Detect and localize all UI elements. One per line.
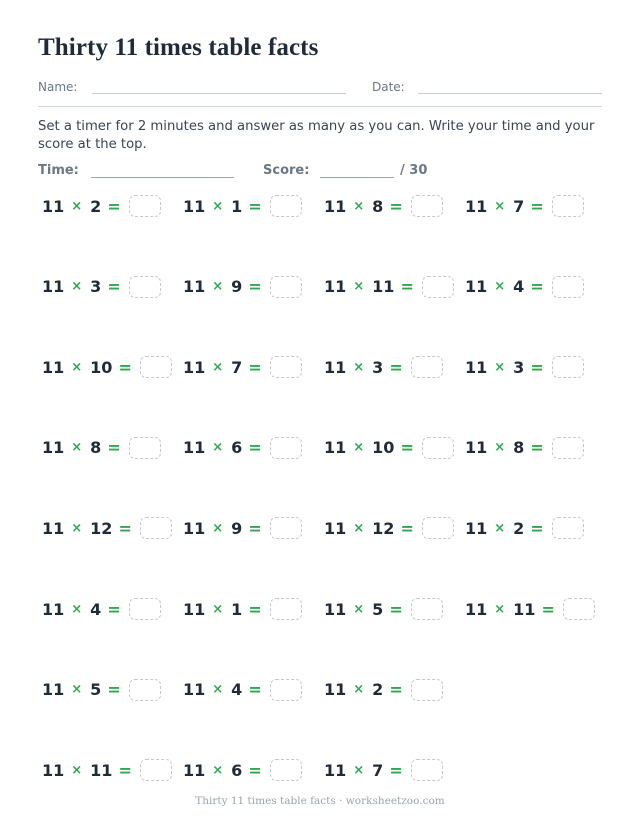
- name-label: Name:: [38, 80, 78, 94]
- answer-box[interactable]: [270, 195, 302, 217]
- problem-factor-a: 11: [183, 357, 206, 377]
- equals-sign: =: [400, 277, 414, 297]
- problem-item: [42, 275, 161, 299]
- times-sign: ×: [212, 279, 224, 295]
- equals-sign: =: [118, 760, 132, 780]
- equals-sign: =: [400, 438, 414, 458]
- answer-box[interactable]: [129, 679, 161, 701]
- answer-box[interactable]: [552, 517, 584, 539]
- problem-factor-b: 1: [231, 196, 243, 216]
- equals-sign: =: [389, 357, 403, 377]
- problem-factor-a: 11: [324, 196, 347, 216]
- equals-sign: =: [389, 196, 403, 216]
- problem-item: [465, 516, 584, 540]
- answer-box[interactable]: [140, 759, 172, 781]
- score-field-line[interactable]: [320, 177, 394, 178]
- equals-sign: =: [118, 518, 132, 538]
- equals-sign: =: [389, 599, 403, 619]
- answer-box[interactable]: [563, 598, 595, 620]
- times-sign: ×: [212, 520, 224, 536]
- answer-box[interactable]: [411, 195, 443, 217]
- equals-sign: =: [530, 357, 544, 377]
- answer-box[interactable]: [552, 356, 584, 378]
- answer-box[interactable]: [129, 598, 161, 620]
- equals-sign: =: [248, 760, 262, 780]
- problem-factor-a: 11: [324, 438, 347, 458]
- problem-item: [42, 436, 161, 460]
- times-sign: ×: [494, 198, 506, 214]
- problem-factor-a: 11: [465, 518, 488, 538]
- equals-sign: =: [107, 438, 121, 458]
- problem-factor-a: 11: [42, 196, 65, 216]
- problem-item: [42, 355, 172, 379]
- times-sign: ×: [353, 279, 365, 295]
- equals-sign: =: [248, 680, 262, 700]
- answer-box[interactable]: [422, 437, 454, 459]
- problem-factor-b: 4: [231, 680, 243, 700]
- times-sign: ×: [494, 359, 506, 375]
- problem-factor-a: 11: [324, 760, 347, 780]
- problem-factor-a: 11: [183, 680, 206, 700]
- equals-sign: =: [248, 518, 262, 538]
- equals-sign: =: [248, 438, 262, 458]
- problem-item: [183, 194, 302, 218]
- problem-factor-b: 2: [372, 680, 384, 700]
- problem-factor-a: 11: [183, 196, 206, 216]
- time-field-line[interactable]: [91, 177, 234, 178]
- problem-factor-b: 10: [372, 438, 395, 458]
- times-sign: ×: [353, 198, 365, 214]
- problem-factor-a: 11: [324, 599, 347, 619]
- time-label: Time:: [38, 163, 79, 178]
- problem-item: [324, 436, 454, 460]
- problem-factor-a: 11: [324, 277, 347, 297]
- problem-item: [183, 355, 302, 379]
- problem-item: [324, 516, 454, 540]
- problem-factor-a: 11: [42, 277, 65, 297]
- answer-box[interactable]: [270, 437, 302, 459]
- problem-factor-b: 2: [90, 196, 102, 216]
- times-sign: ×: [353, 601, 365, 617]
- score-label: Score:: [263, 163, 310, 178]
- problem-item: [324, 758, 443, 782]
- equals-sign: =: [248, 357, 262, 377]
- equals-sign: =: [400, 518, 414, 538]
- answer-box[interactable]: [129, 276, 161, 298]
- times-sign: ×: [494, 279, 506, 295]
- answer-box[interactable]: [270, 356, 302, 378]
- date-label: Date:: [372, 80, 405, 94]
- header-divider: [38, 106, 602, 107]
- instructions-text: Set a timer for 2 minutes and answer as many as you can. Write your time and your score at the top.: [38, 119, 595, 152]
- equals-sign: =: [107, 599, 121, 619]
- problem-factor-a: 11: [183, 277, 206, 297]
- problem-factor-b: 7: [513, 196, 525, 216]
- problem-factor-b: 11: [90, 760, 113, 780]
- problem-item: [324, 275, 454, 299]
- answer-box[interactable]: [552, 437, 584, 459]
- answer-box[interactable]: [270, 598, 302, 620]
- times-sign: ×: [212, 682, 224, 698]
- problem-item: [183, 516, 302, 540]
- problem-item: [183, 678, 302, 702]
- answer-box[interactable]: [411, 598, 443, 620]
- answer-box[interactable]: [411, 679, 443, 701]
- problem-factor-a: 11: [42, 438, 65, 458]
- answer-box[interactable]: [270, 517, 302, 539]
- page-title: Thirty 11 times table facts: [38, 34, 319, 61]
- equals-sign: =: [541, 599, 555, 619]
- problem-factor-b: 8: [513, 438, 525, 458]
- problem-factor-a: 11: [465, 357, 488, 377]
- problem-item: [183, 758, 302, 782]
- problem-factor-b: 10: [90, 357, 113, 377]
- answer-box[interactable]: [270, 276, 302, 298]
- times-sign: ×: [353, 682, 365, 698]
- equals-sign: =: [389, 680, 403, 700]
- answer-box[interactable]: [140, 517, 172, 539]
- equals-sign: =: [389, 760, 403, 780]
- problem-item: [324, 597, 443, 621]
- equals-sign: =: [530, 438, 544, 458]
- problem-factor-b: 9: [231, 518, 243, 538]
- times-sign: ×: [353, 520, 365, 536]
- problem-factor-a: 11: [42, 680, 65, 700]
- problem-item: [465, 194, 584, 218]
- problem-factor-b: 4: [90, 599, 102, 619]
- problem-factor-b: 2: [513, 518, 525, 538]
- times-sign: ×: [71, 198, 83, 214]
- answer-box[interactable]: [552, 276, 584, 298]
- problem-item: [42, 194, 161, 218]
- problem-factor-b: 1: [231, 599, 243, 619]
- problem-factor-b: 12: [90, 518, 113, 538]
- problem-factor-a: 11: [42, 357, 65, 377]
- problem-factor-b: 6: [231, 438, 243, 458]
- footer-text: Thirty 11 times table facts · worksheetzoo.com: [195, 795, 445, 807]
- problem-item: [42, 516, 172, 540]
- problem-factor-a: 11: [42, 760, 65, 780]
- problem-factor-b: 3: [372, 357, 384, 377]
- problem-factor-b: 11: [372, 277, 395, 297]
- problem-factor-b: 8: [90, 438, 102, 458]
- name-field-line[interactable]: [92, 93, 346, 94]
- problem-factor-b: 3: [90, 277, 102, 297]
- problem-factor-a: 11: [324, 357, 347, 377]
- answer-box[interactable]: [411, 759, 443, 781]
- times-sign: ×: [71, 601, 83, 617]
- problem-factor-a: 11: [324, 518, 347, 538]
- equals-sign: =: [107, 680, 121, 700]
- problem-factor-a: 11: [324, 680, 347, 700]
- score-total: / 30: [400, 163, 428, 178]
- answer-box[interactable]: [270, 759, 302, 781]
- answer-box[interactable]: [140, 356, 172, 378]
- problem-factor-a: 11: [465, 599, 488, 619]
- problem-factor-b: 9: [231, 277, 243, 297]
- times-sign: ×: [212, 601, 224, 617]
- problem-factor-b: 6: [231, 760, 243, 780]
- problem-item: [42, 597, 161, 621]
- equals-sign: =: [530, 196, 544, 216]
- date-field-line[interactable]: [418, 93, 602, 94]
- problem-factor-a: 11: [183, 599, 206, 619]
- problem-factor-a: 11: [465, 196, 488, 216]
- problem-item: [465, 355, 584, 379]
- times-sign: ×: [494, 601, 506, 617]
- equals-sign: =: [107, 277, 121, 297]
- problem-factor-a: 11: [183, 760, 206, 780]
- times-sign: ×: [212, 359, 224, 375]
- problem-item: [465, 597, 595, 621]
- times-sign: ×: [494, 520, 506, 536]
- answer-box[interactable]: [552, 195, 584, 217]
- times-sign: ×: [212, 440, 224, 456]
- answer-box[interactable]: [422, 517, 454, 539]
- problem-item: [42, 678, 161, 702]
- times-sign: ×: [353, 762, 365, 778]
- problem-factor-b: 4: [513, 277, 525, 297]
- times-sign: ×: [71, 682, 83, 698]
- times-sign: ×: [71, 762, 83, 778]
- problem-factor-a: 11: [42, 599, 65, 619]
- times-sign: ×: [71, 279, 83, 295]
- problem-item: [465, 275, 584, 299]
- equals-sign: =: [530, 518, 544, 538]
- problem-factor-b: 5: [90, 680, 102, 700]
- times-sign: ×: [494, 440, 506, 456]
- answer-box[interactable]: [129, 195, 161, 217]
- times-sign: ×: [353, 359, 365, 375]
- problem-item: [324, 678, 443, 702]
- problem-factor-b: 7: [372, 760, 384, 780]
- problem-factor-b: 3: [513, 357, 525, 377]
- times-sign: ×: [212, 762, 224, 778]
- problem-factor-b: 12: [372, 518, 395, 538]
- problem-item: [324, 355, 443, 379]
- answer-box[interactable]: [411, 356, 443, 378]
- problem-factor-a: 11: [42, 518, 65, 538]
- problem-factor-a: 11: [183, 438, 206, 458]
- problem-factor-a: 11: [465, 438, 488, 458]
- answer-box[interactable]: [422, 276, 454, 298]
- problem-factor-b: 8: [372, 196, 384, 216]
- problem-factor-b: 5: [372, 599, 384, 619]
- equals-sign: =: [248, 277, 262, 297]
- equals-sign: =: [248, 599, 262, 619]
- equals-sign: =: [118, 357, 132, 377]
- answer-box[interactable]: [129, 437, 161, 459]
- problem-factor-b: 11: [513, 599, 536, 619]
- equals-sign: =: [530, 277, 544, 297]
- times-sign: ×: [71, 440, 83, 456]
- problem-item: [42, 758, 172, 782]
- problem-factor-a: 11: [183, 518, 206, 538]
- times-sign: ×: [71, 520, 83, 536]
- problem-factor-a: 11: [465, 277, 488, 297]
- times-sign: ×: [353, 440, 365, 456]
- problem-item: [183, 597, 302, 621]
- equals-sign: =: [248, 196, 262, 216]
- answer-box[interactable]: [270, 679, 302, 701]
- problem-item: [324, 194, 443, 218]
- equals-sign: =: [107, 196, 121, 216]
- problem-factor-b: 7: [231, 357, 243, 377]
- problem-item: [183, 275, 302, 299]
- times-sign: ×: [71, 359, 83, 375]
- problem-item: [183, 436, 302, 460]
- times-sign: ×: [212, 198, 224, 214]
- problem-item: [465, 436, 584, 460]
